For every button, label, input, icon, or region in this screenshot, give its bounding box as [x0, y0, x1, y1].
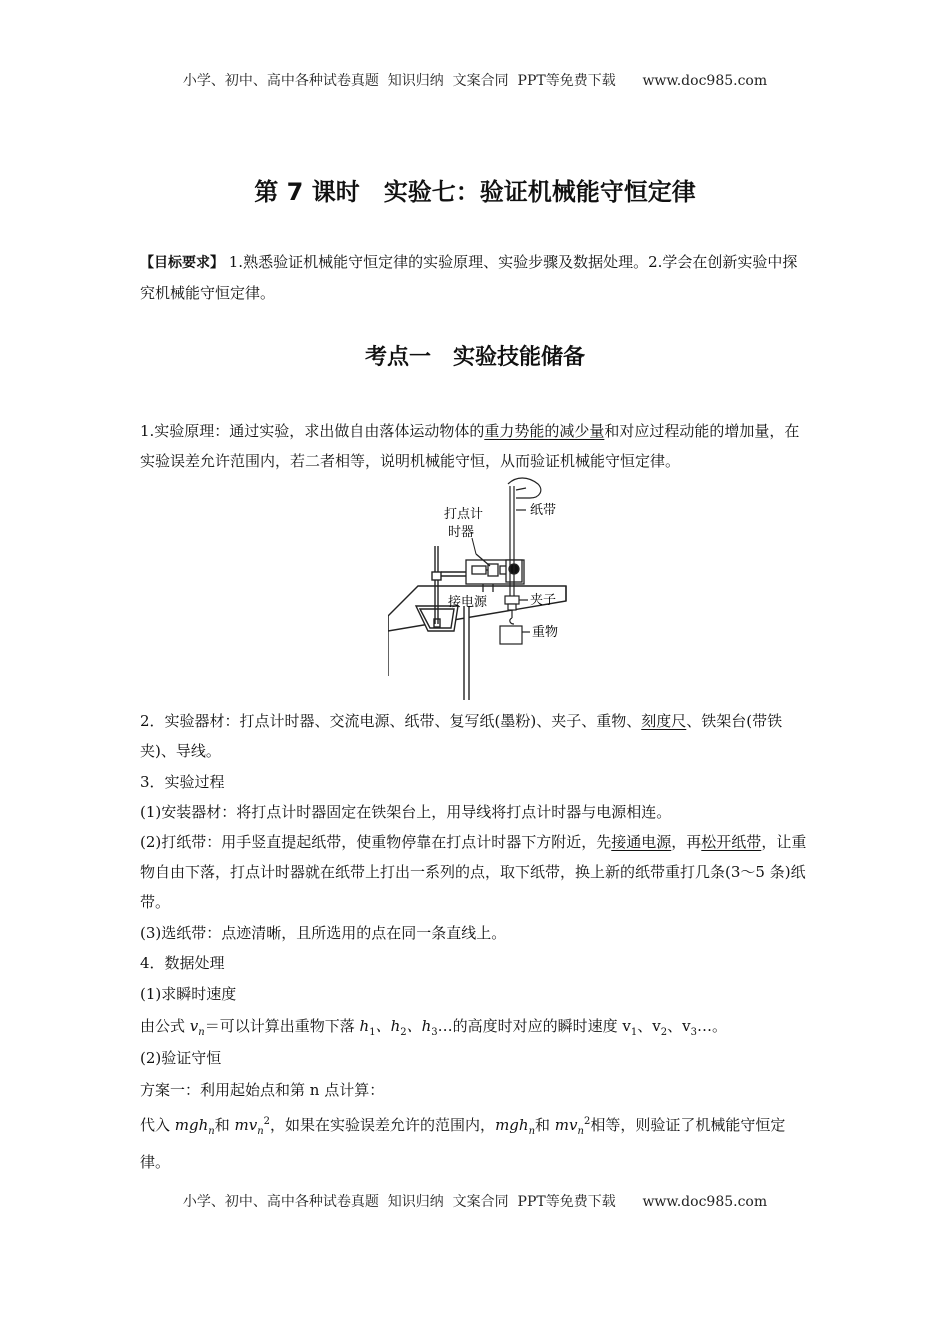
page-header: 小学、初中、高中各种试卷真题 知识归纳 文案合同 PPT等免费下载 www.doc985.com	[182, 73, 768, 89]
equipment-underline: 刻度尺	[641, 712, 687, 730]
detail-n-4: n	[577, 1126, 584, 1137]
step-tape-underline-1: 接通电源	[611, 833, 672, 851]
principle-underline: 重力势能的减少量	[484, 422, 605, 440]
label-power: 接电源	[448, 595, 488, 610]
scheme-one-detail	[140, 1107, 812, 1177]
step-tape	[140, 827, 812, 917]
equipment-text-b: 、铁架台(带铁夹)、导线。	[140, 712, 783, 760]
detail-d: 和	[535, 1116, 555, 1134]
formula-c: 可以计算出重物下落	[219, 1017, 355, 1035]
goal-tag: 【目标要求】	[140, 255, 224, 271]
detail-n-3: n	[528, 1126, 536, 1137]
formula-eq: ＝	[204, 1017, 220, 1035]
process-heading: 3．实验过程	[140, 773, 225, 791]
formula-h3: 、h	[406, 1017, 432, 1035]
step-tape-c: ，让重物自由下落，打点计时器就在纸带上打出一系列的点，取下纸带，换上新的纸带重打几条(3～5 条)纸带。	[140, 833, 807, 911]
formula-v2: 、v	[637, 1017, 661, 1035]
principle-text-a: 1.实验原理：通过实验，求出做自由落体运动物体的	[140, 422, 485, 440]
formula-v1-sub: 1	[630, 1027, 638, 1038]
step-select: (3)选纸带：点迹清晰，且所选用的点在同一条直线上。	[140, 924, 507, 942]
detail-mv-1: mv	[234, 1116, 258, 1134]
step-tape-a: (2)打纸带：用手竖直提起纸带，使重物停靠在打点计时器下方附近，先	[140, 833, 612, 851]
page-footer: 小学、初中、高中各种试卷真题 知识归纳 文案合同 PPT等免费下载 www.doc985.com	[182, 1194, 768, 1210]
detail-sq-2: 2	[583, 1116, 591, 1127]
detail-a: 代入	[140, 1116, 175, 1134]
formula-v: v	[189, 1017, 199, 1035]
goal-text: 1.熟悉验证机械能守恒定律的实验原理、实验步骤及数据处理。2.学会在创新实验中探究机械能守恒定律。	[140, 253, 798, 302]
detail-n-1: n	[208, 1126, 215, 1137]
detail-mgh-1: mgh	[174, 1116, 209, 1134]
label-tape: 纸带	[530, 503, 557, 518]
equipment-paragraph	[140, 706, 812, 766]
equipment-text-a: 2．实验器材：打点计时器、交流电源、纸带、复写纸(墨粉)、夹子、重物、	[140, 712, 642, 730]
detail-mv-2: mv	[554, 1116, 578, 1134]
formula-v3-sub: 3	[690, 1027, 697, 1038]
step-tape-underline-2: 松开纸带	[701, 833, 762, 851]
formula-end: …。	[697, 1017, 728, 1035]
section-title: 考点一 实验技能储备	[364, 345, 585, 370]
detail-sq-1: 2	[263, 1116, 271, 1127]
principle-paragraph	[140, 416, 812, 476]
detail-n-2: n	[257, 1126, 264, 1137]
formula-h1-sub: 1	[369, 1027, 376, 1038]
formula-v3: 、v	[667, 1017, 691, 1035]
detail-mgh-2: mgh	[495, 1116, 529, 1134]
formula-h3-sub: 3	[431, 1027, 438, 1038]
step-tape-b: ，再	[671, 833, 702, 851]
step-install: (1)安装器材：将打点计时器固定在铁架台上，用导线将打点计时器与电源相连。	[140, 803, 672, 821]
label-clip: 夹子	[530, 593, 557, 608]
label-weight: 重物	[532, 625, 559, 640]
formula-a: 由公式	[140, 1017, 190, 1035]
instant-speed-heading: (1)求瞬时速度	[140, 985, 237, 1003]
goal-paragraph	[140, 247, 812, 308]
formula-h1: h	[354, 1017, 370, 1035]
apparatus-figure	[388, 476, 578, 700]
formula-v2-sub: 2	[660, 1027, 668, 1038]
formula-h2-sub: 2	[400, 1027, 407, 1038]
detail-b: 和	[214, 1116, 235, 1134]
formula-h2: 、h	[375, 1017, 401, 1035]
page-title: 第 7 课时 实验七：验证机械能守恒定律	[254, 178, 696, 206]
detail-c: ，如果在实验误差允许的范围内，	[270, 1116, 496, 1134]
detail-e: 相等，则验证了机械能守恒定律。	[140, 1116, 786, 1171]
principle-text-b: 和对应过程动能的增加量，在实验误差允许范围内，若二者相等，说明机械能守恒，从而验证机械能守恒定律。	[140, 422, 800, 470]
verify-heading: (2)验证守恒	[140, 1049, 222, 1067]
label-timer: 打点计	[444, 507, 484, 522]
label-timer-2: 时器	[448, 525, 475, 540]
data-heading: 4．数据处理	[140, 954, 225, 972]
scheme-one: 方案一：利用起始点和第 n 点计算：	[140, 1081, 385, 1099]
formula-g: …的高度时对应的瞬时速度 v	[437, 1017, 631, 1035]
formula-n: n	[198, 1027, 205, 1038]
